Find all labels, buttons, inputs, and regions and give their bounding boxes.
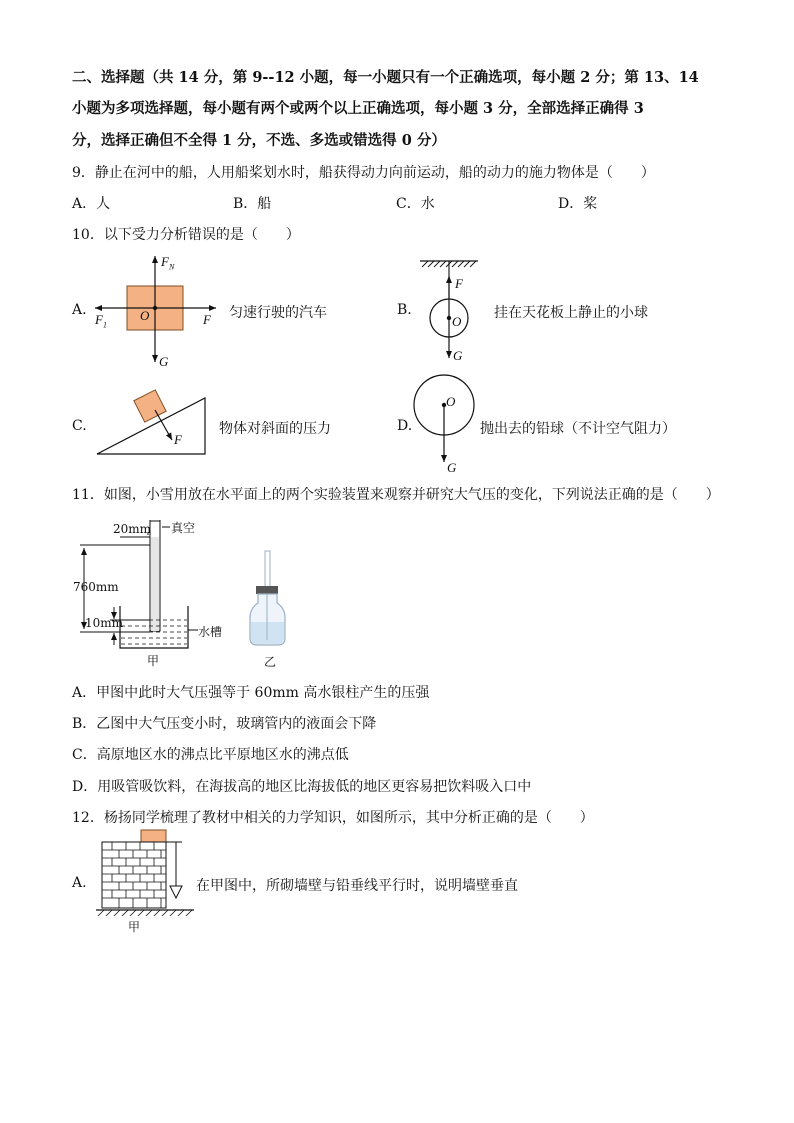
label-vacuum: 真空 <box>171 521 196 535</box>
question-9-stem: 9．静止在河中的船，人用船桨划水时，船获得动力向前运动，船的动力的施力物体是（ ） <box>72 165 655 181</box>
q12-label-jia: 甲 <box>128 920 141 934</box>
label-fn: $F_N$ <box>161 254 175 272</box>
plumb-bob <box>170 886 182 898</box>
question-12-stem: 12．杨扬同学梳理了教材中相关的力学知识，如图所示，其中分析正确的是（ ） <box>72 810 594 826</box>
q11-option-d: D．用吸管吸饮料，在海拔高的地区比海拔低的地区更容易把饮料吸入口中 <box>72 779 532 795</box>
q9-option-a: A．人 <box>72 196 111 212</box>
label-jia: 甲 <box>147 654 160 668</box>
question-11-stem: 11．如图，小雪用放在水平面上的两个实验装置来观察并研究大气压的变化，下列说法正确的是（ ） <box>72 487 720 503</box>
q10-caption-b: 挂在天花板上静止的小球 <box>494 305 648 321</box>
label-o-a: O <box>140 308 150 323</box>
q10-caption-d: 抛出去的铅球（不计空气阻力） <box>480 421 676 437</box>
q9-option-b: B．船 <box>233 196 272 212</box>
label-g-b: G <box>453 348 463 363</box>
ground-hatch <box>98 910 192 916</box>
label-f1: $F_1$ <box>95 312 107 330</box>
label-tank: 水槽 <box>198 625 223 639</box>
question-10-stem: 10．以下受力分析错误的是（ ） <box>72 227 300 243</box>
q9-option-d: D．桨 <box>558 196 598 212</box>
label-10mm: 10mm <box>85 616 124 630</box>
top-brick <box>141 830 166 842</box>
q9-option-c: C．水 <box>396 196 435 212</box>
section-header-line-3: 分，选择正确但不全得 1 分，不选、多选或错选得 0 分） <box>72 132 446 149</box>
q10-caption-c: 物体对斜面的压力 <box>219 421 331 437</box>
label-o-d: O <box>446 394 456 409</box>
q11-option-b: B．乙图中大气压变小时，玻璃管内的液面会下降 <box>72 716 377 732</box>
q12-option-a-letter: A. <box>72 875 87 891</box>
label-g-a: G <box>159 354 169 369</box>
label-f-a: F <box>203 312 211 327</box>
section-header-line-1: 二、选择题（共 14 分，第 9--12 小题，每一小题只有一个正确选项，每小题 2 分；第 13、14 <box>72 69 699 86</box>
q11-option-c: C．高原地区水的沸点比平原地区水的沸点低 <box>72 747 349 763</box>
q10-option-b-letter: B. <box>397 302 412 318</box>
q10-option-c-letter: C. <box>72 418 87 434</box>
label-yi: 乙 <box>264 655 277 669</box>
section-header-line-2: 小题为多项选择题，每小题有两个或两个以上正确选项，每小题 3 分，全部选择正确得 3 <box>72 100 644 117</box>
q12-option-a-text: 在甲图中，所砌墙壁与铅垂线平行时，说明墙壁垂直 <box>196 878 518 894</box>
label-f-c: F <box>174 432 182 447</box>
label-o-b: O <box>452 314 462 329</box>
label-g-d: G <box>447 460 457 475</box>
q10-caption-a: 匀速行驶的汽车 <box>229 305 327 321</box>
q11-option-a: A．甲图中此时大气压强等于 60mm 高水银柱产生的压强 <box>72 685 430 701</box>
label-f-b: F <box>455 276 463 291</box>
label-20mm: 20mm <box>113 522 152 536</box>
q10-option-a-letter: A. <box>72 302 87 318</box>
q10-option-d-letter: D. <box>397 418 413 434</box>
label-760mm: 760mm <box>73 580 119 594</box>
